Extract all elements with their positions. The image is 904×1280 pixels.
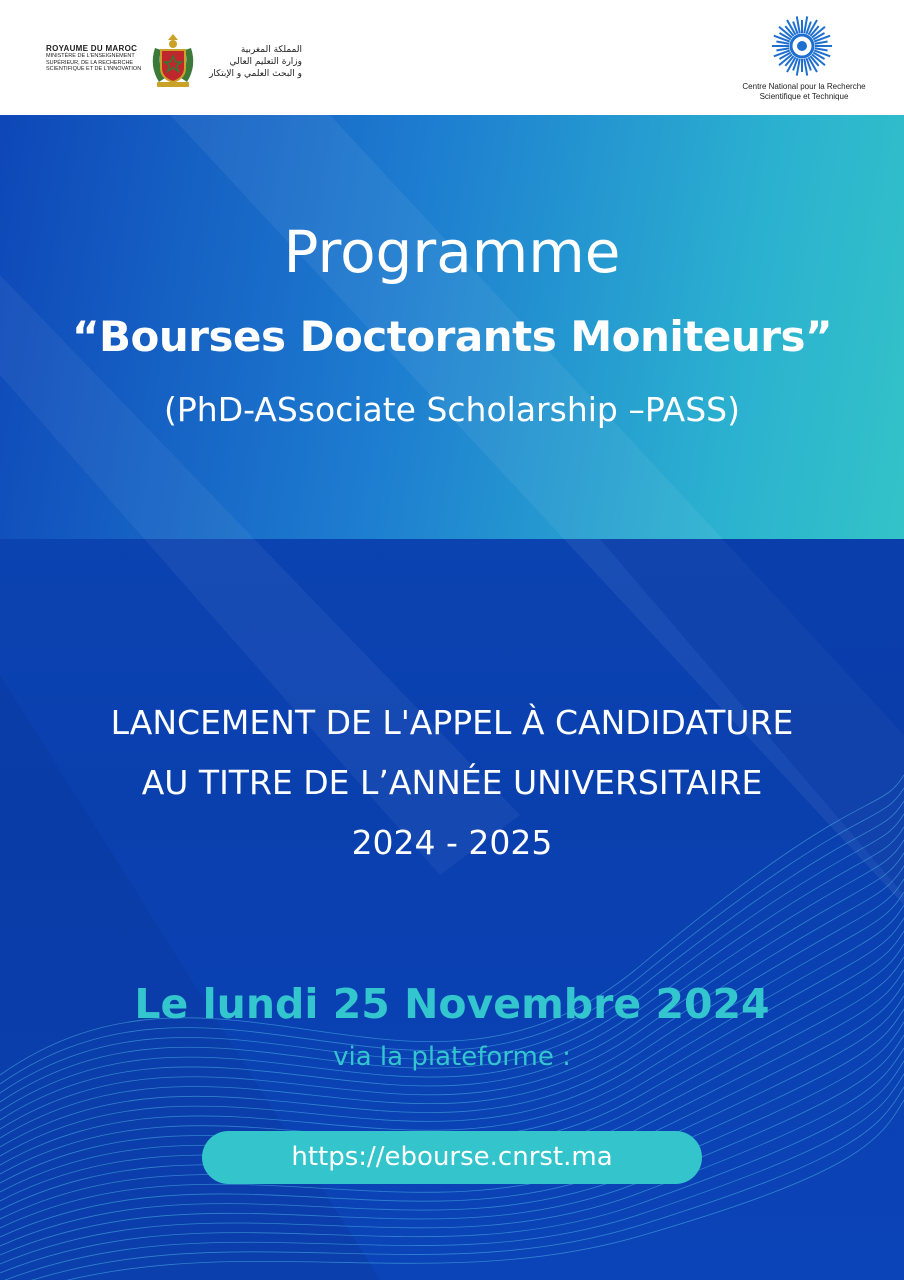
launch-line2: AU TITRE DE L’ANNÉE UNIVERSITAIRE bbox=[141, 763, 763, 802]
ministry-name-fr bbox=[46, 44, 146, 73]
platform-url-link[interactable]: https://ebourse.cnrst.ma bbox=[202, 1131, 702, 1184]
program-label: Programme bbox=[283, 218, 621, 286]
cnrst-logo-icon bbox=[770, 14, 834, 78]
ministry-fr-line3: SUPÉRIEUR, DE LA RECHERCHE bbox=[46, 59, 134, 66]
launch-date: Le lundi 25 Novembre 2024 bbox=[134, 980, 770, 1028]
ministry-ar-line3: و البحث العلمي و الإبتكار bbox=[209, 69, 302, 79]
ministry-fr-line1: ROYAUME DU MAROC bbox=[46, 44, 138, 53]
ministry-fr-line4: SCIENTIFIQUE ET DE L'INNOVATION bbox=[46, 66, 142, 72]
ministry-ar-line1: المملكة المغربية bbox=[240, 45, 302, 55]
academic-year: 2024 - 2025 bbox=[351, 823, 553, 862]
launch-announcement bbox=[0, 693, 904, 873]
header bbox=[0, 0, 904, 115]
launch-line1: LANCEMENT DE L'APPEL À CANDIDATURE bbox=[110, 703, 794, 742]
program-subtitle: (PhD-ASsociate Scholarship –PASS) bbox=[164, 390, 740, 429]
cnrst-name bbox=[724, 82, 884, 102]
cnrst-name-line2: Scientifique et Technique bbox=[759, 92, 849, 101]
program-title: “Bourses Doctorants Moniteurs” bbox=[71, 312, 833, 361]
cnrst-name-line1: Centre National pour la Recherche bbox=[742, 82, 866, 91]
via-platform-label: via la plateforme : bbox=[333, 1042, 571, 1072]
ministry-name-ar bbox=[206, 44, 302, 80]
coat-of-arms-icon bbox=[147, 30, 199, 90]
ministry-fr-line2: MINISTÈRE DE L'ENSEIGNEMENT bbox=[46, 53, 135, 59]
ministry-ar-line2: وزارة التعليم العالي bbox=[229, 57, 302, 67]
